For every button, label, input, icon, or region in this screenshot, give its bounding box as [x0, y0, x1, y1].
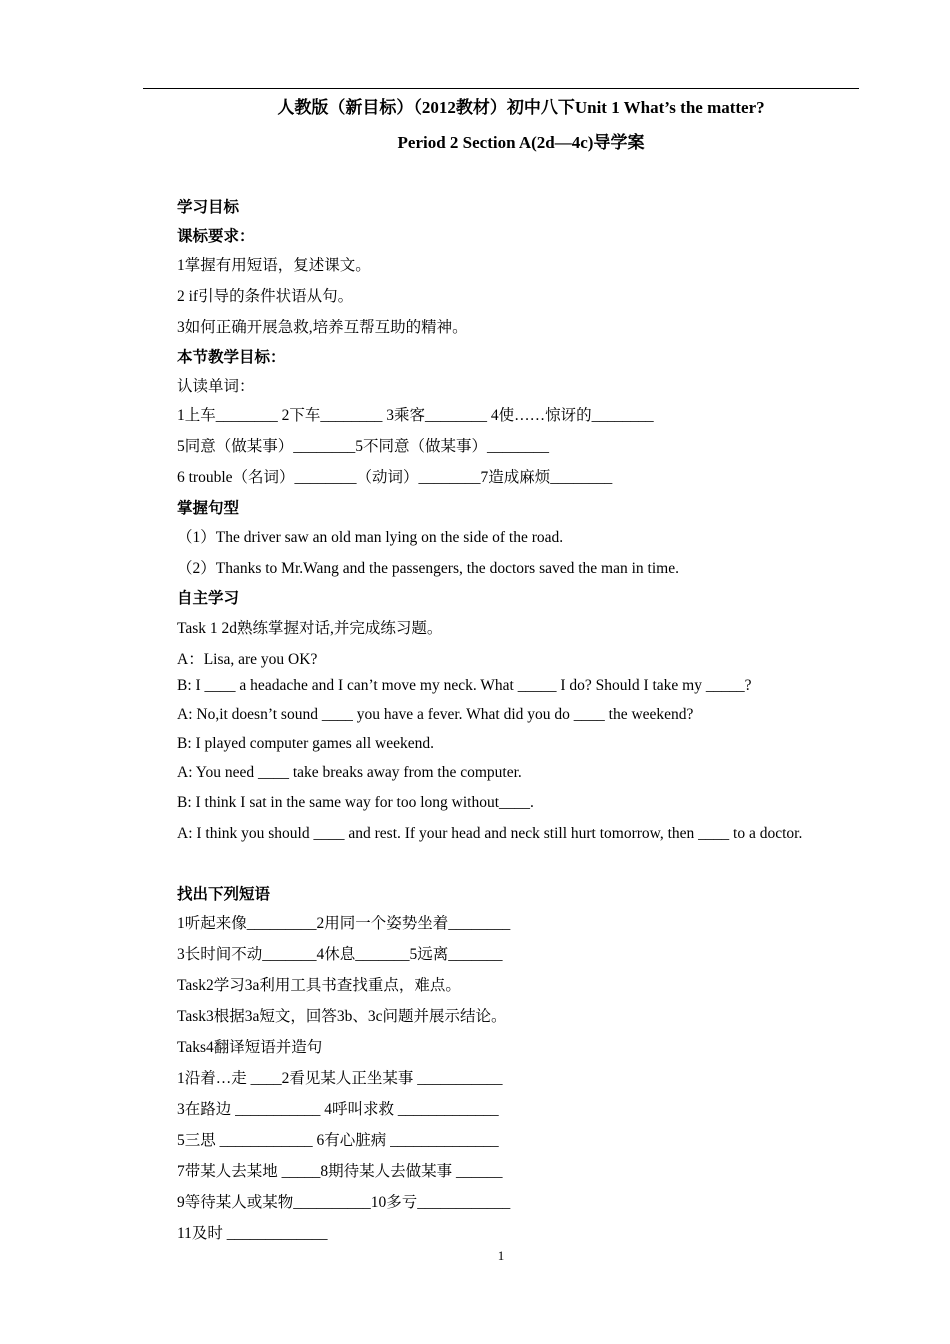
dialogue-line: B: I think I sat in the same way for too long without____.	[177, 794, 534, 811]
header-rule	[143, 88, 859, 89]
document-title: 人教版（新目标）（2012教材）初中八下Unit 1 What’s the matter?	[277, 98, 765, 117]
phrases-heading: 找出下列短语	[177, 886, 271, 903]
dialogue-line: A: No,it doesn’t sound ____ you have a fever. What did you do ____ the weekend?	[177, 706, 694, 723]
translate-line: 7带某人去某地 _____8期待某人去做某事 ______	[177, 1163, 503, 1180]
lesson-objectives-heading: 本节教学目标：	[177, 349, 286, 366]
sentence-item: （1）The driver saw an old man lying on the side of the road.	[177, 529, 564, 546]
translate-line: 9等待某人或某物__________10多亏____________	[177, 1194, 511, 1211]
task2-instruction: Task2学习3a利用工具书查找重点，难点。	[177, 977, 461, 994]
curriculum-item: 2 if引导的条件状语从句。	[177, 288, 354, 305]
curriculum-item: 3如何正确开展急救,培养互帮互助的精神。	[177, 319, 468, 336]
translate-line: 1沿着…走 ____2看见某人正坐某事 ___________	[177, 1070, 503, 1087]
document-subtitle: Period 2 Section A(2d—4c)导学案	[397, 133, 645, 152]
translate-line: 11及时 _____________	[177, 1225, 328, 1242]
task4-instruction: Taks4翻译短语并造句	[177, 1039, 323, 1056]
sentence-patterns-heading: 掌握句型	[177, 500, 240, 517]
vocab-intro: 认读单词：	[177, 378, 255, 395]
vocab-line: 1上车________ 2下车________ 3乘客________ 4使……惊讶的________	[177, 407, 654, 424]
vocab-line: 6 trouble（名词）________（动词）________7造成麻烦________	[177, 469, 613, 486]
translate-line: 5三思 ____________ 6有心脏病 ______________	[177, 1132, 499, 1149]
phrase-line: 3长时间不动_______4休息_______5远离_______	[177, 946, 503, 963]
objectives-heading: 学习目标	[177, 199, 240, 216]
dialogue-line: B: I ____ a headache and I can’t move my neck. What _____ I do? Should I take my _____?	[177, 677, 752, 694]
task3-instruction: Task3根据3a短文，回答3b、3c问题并展示结论。	[177, 1008, 507, 1025]
dialogue-line: A: You need ____ take breaks away from the computer.	[177, 764, 522, 781]
dialogue-line: A：Lisa, are you OK?	[177, 651, 318, 668]
page-number: 1	[497, 1248, 505, 1263]
vocab-line: 5同意（做某事）________5不同意（做某事）________	[177, 438, 550, 455]
phrase-line: 1听起来像_________2用同一个姿势坐着________	[177, 915, 511, 932]
curriculum-item: 1掌握有用短语，复述课文。	[177, 257, 371, 274]
sentence-item: （2）Thanks to Mr.Wang and the passengers, the doctors saved the man in time.	[177, 560, 679, 577]
dialogue-line: B: I played computer games all weekend.	[177, 735, 434, 752]
self-study-heading: 自主学习	[177, 590, 240, 607]
task1-instruction: Task 1 2d熟练掌握对话,并完成练习题。	[177, 620, 443, 637]
curriculum-heading: 课标要求：	[177, 228, 255, 245]
dialogue-last-paragraph: A: I think you should ____ and rest. If your head and neck still hurt tomorrow, then ____ to a doctor.	[177, 825, 803, 842]
translate-line: 3在路边 ___________ 4呼叫求救 _____________	[177, 1101, 499, 1118]
